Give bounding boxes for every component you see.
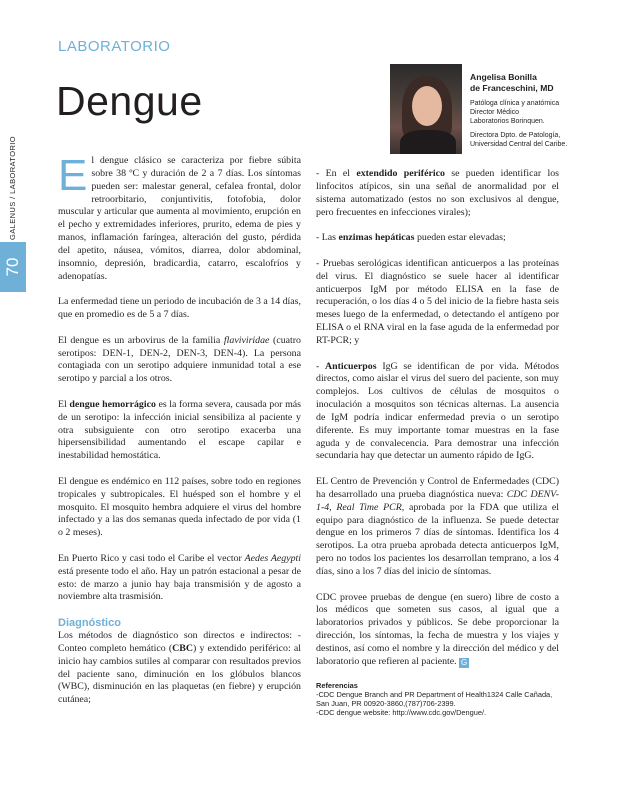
paragraph: La enfermedad tiene un periodo de incubación de 3 a 14 días, que en promedio es de 5 a 7 días. [58, 296, 301, 321]
paragraph: El dengue es endémico en 112 países, sobre todo en regiones tropicales y subtropicales. El huésped son el hombre y el mosquito. El mosquito hembra adquiere el virus del hombre infectado y a las dos semanas queda infectado de por vida (1 o 2 meses). [58, 475, 301, 539]
paragraph: - Anticuerpos IgG se identifican de por vida. Métodos directos, como aislar el virus del suero del paciente, son muy complejos. Los cultivos de células de mosquitos o inoculación a mosquitos son técnicas alternas. La ausencia de IgM podría indicar enfermedad previa o un serotipo diferente. Es muy importante tomar muestras en la fase aguda y de convalecencia. Para demostrar una infección secundaria hay que detectar un aumento rápido de IgG. [316, 360, 559, 462]
paragraph: CDC provee pruebas de dengue (en suero) libre de costo a los médicos que someten sus casos, al igual que a laboratorios privados y públicos. Se debe proporcionar la dirección, los síntomas, la fecha de muestra y los viajes y destinos, así como el nombre y la dirección del médico y del laboratorio que refieren al paciente. G [316, 591, 559, 667]
section-label: LABORATORIO [58, 38, 171, 55]
paragraph: Los métodos de diagnóstico son directos e indirectos: - Conteo completo hemático (CBC) y extendido periférico: al inicio hay cambios sutiles al comparar con resultados previos del paciente sano, diminución en los glóbulos blancos (WBC), disminución en las plaquetas (en fiebre) y erupción cutánea; [58, 630, 301, 706]
paragraph: - Las enzimas hepáticas pueden estar elevadas; [316, 232, 506, 244]
right-column [316, 168, 559, 717]
left-column [58, 151, 301, 720]
page-number: 70 [3, 257, 22, 277]
author-affiliation: Directora Dpto. de Patología, Universidad Central del Caribe. [470, 132, 568, 148]
intro-paragraph: El dengue clásico se caracteriza por fiebre súbita sobre 38 ºC y duración de 2 a 7 días. Los síntomas pueden ser: malestar general, cefalea frontal, dolor retroorbitario, conjuntivitis, fotofobia, dolor muscular y articular que aumenta al movimiento, erupción en el pecho y extremidades inferiores, prurito, edema de pies y manos, inflamación faríngea, alteración del gusto, pérdida del apetito, náusea, vómitos, diarrea, dolor abdominal, insomnio, depresión, bradicardia, catarro, escalofríos y adenopatías. [58, 151, 301, 282]
paragraph: EL Centro de Prevención y Control de Enfermedades (CDC) ha desarrollado una prueba diagnóstica nueva: CDC DENV-1-4, Real Time PCR, aprobada por la FDA que utiliza el equipo para diagnóstico de la influenza. Se puede detectar dengue en los primeros 7 días de síntomas. Identifica los 4 serotipos. La otra prueba aprobada detecta anticuerpos IgM, pero no todos los pacientes los desarrollan temprano, a los 4 días, sino a los 7 días del inicio de síntomas. [316, 476, 559, 577]
reference-item[interactable]: -CDC dengue website: http://www.cdc.gov/Dengue/. [316, 708, 487, 718]
section-vertical-label: GALENUS / LABORATORIO [8, 136, 17, 240]
author-roles: Patóloga clínica y anatómica Director Médico Laboratorios Borinquen. [470, 100, 560, 125]
author-name: Angelisa Bonilla de Franceschini, MD [470, 72, 554, 93]
references-heading: Referencias [316, 681, 358, 691]
section-heading: Diagnóstico [58, 617, 121, 630]
sidebar-strip [0, 0, 26, 802]
paragraph: El dengue hemorrágico es la forma severa, causada por más de un serotipo: la infección inicial sensibiliza al paciente y otra subsiguiente con otro serotipo exacerba una hipersensibilidad aumentando el escape capilar e inestabilidad hemostática. [58, 398, 301, 462]
paragraph: En Puerto Rico y casi todo el Caribe el vector Aedes Aegypti está presente todo el año. Hay un patrón estacional a pesar de esto: de marzo a junio hay baja transmisión y de agosto a noviembre alta trasmisión. [58, 552, 301, 603]
article-title: Dengue [56, 78, 203, 124]
reference-item: -CDC Dengue Branch and PR Department of Health1324 Calle Cañada, San Juan, PR 00920-3860,(787)706-2399. [316, 690, 553, 709]
author-photo [390, 64, 462, 154]
paragraph: - En el extendido periférico se pueden identificar los linfocitos atípicos, sin una señal de anormalidad por el sistema automatizado (estos no son exclusivos al dengue, pero frecuentes en infecciones virales); [316, 168, 560, 218]
dropcap: E [58, 151, 88, 200]
paragraph: - Pruebas serológicas identifican anticuerpos a las proteínas del virus. El diagnóstico se suele hacer al identificar anticuerpos IgM por método ELISA en la fase de recuperación, o los días 4 o 5 del inicio de la fiebre hasta seis meses luego de la enfermedad, o detectando el antígeno por ELISA o el RNA viral en la fase aguda de la enfermedad por RT-PCR; y [316, 257, 559, 346]
author-box [470, 72, 600, 149]
end-mark-icon: G [461, 657, 468, 667]
paragraph: El dengue es un arbovirus de la familia flaviviridae (cuatro serotipos: DEN-1, DEN-2, DEN-3, DEN-4). La persona contagiada con un serotipo adquiere inmunidad total a ese serotipo y parcial a los otros. [58, 334, 301, 385]
